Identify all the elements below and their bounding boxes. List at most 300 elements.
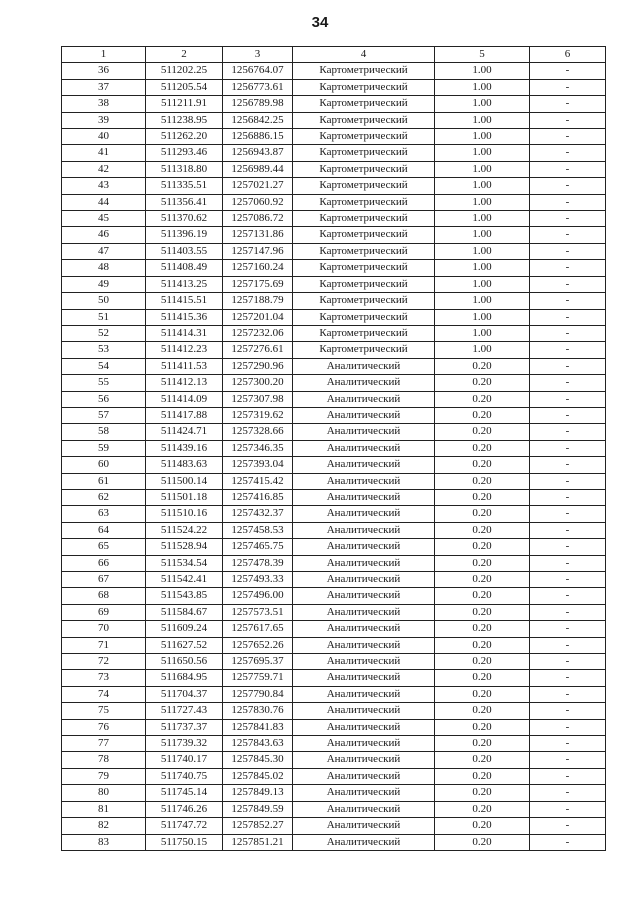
point-number-cell: 47 [62, 243, 146, 259]
x-coordinate-cell: 511510.16 [146, 506, 223, 522]
point-number-cell: 78 [62, 752, 146, 768]
point-number-cell: 44 [62, 194, 146, 210]
note-cell: - [530, 801, 606, 817]
y-coordinate-cell: 1257201.04 [223, 309, 293, 325]
method-cell: Аналитический [293, 818, 435, 834]
note-cell: - [530, 752, 606, 768]
x-coordinate-cell: 511238.95 [146, 112, 223, 128]
table-row [62, 112, 606, 128]
point-number-cell: 41 [62, 145, 146, 161]
method-cell: Картометрический [293, 243, 435, 259]
point-number-cell: 77 [62, 736, 146, 752]
x-coordinate-cell: 511424.71 [146, 424, 223, 440]
accuracy-cell: 1.00 [435, 227, 530, 243]
accuracy-cell: 0.20 [435, 654, 530, 670]
method-cell: Картометрический [293, 112, 435, 128]
accuracy-cell: 0.20 [435, 686, 530, 702]
accuracy-cell: 1.00 [435, 63, 530, 79]
note-cell: - [530, 604, 606, 620]
point-number-cell: 72 [62, 654, 146, 670]
table-row [62, 145, 606, 161]
point-number-cell: 63 [62, 506, 146, 522]
point-number-cell: 40 [62, 129, 146, 145]
y-coordinate-cell: 1257393.04 [223, 457, 293, 473]
table-row [62, 129, 606, 145]
note-cell: - [530, 358, 606, 374]
y-coordinate-cell: 1257852.27 [223, 818, 293, 834]
method-cell: Аналитический [293, 440, 435, 456]
note-cell: - [530, 440, 606, 456]
y-coordinate-cell: 1257851.21 [223, 834, 293, 850]
note-cell: - [530, 178, 606, 194]
accuracy-cell: 1.00 [435, 194, 530, 210]
note-cell: - [530, 818, 606, 834]
accuracy-cell: 0.20 [435, 489, 530, 505]
y-coordinate-cell: 1257759.71 [223, 670, 293, 686]
method-cell: Аналитический [293, 654, 435, 670]
method-cell: Аналитический [293, 489, 435, 505]
note-cell: - [530, 342, 606, 358]
method-cell: Аналитический [293, 375, 435, 391]
table-row [62, 457, 606, 473]
x-coordinate-cell: 511483.63 [146, 457, 223, 473]
method-cell: Аналитический [293, 834, 435, 850]
table-row [62, 818, 606, 834]
note-cell: - [530, 79, 606, 95]
column-header: 1 [62, 47, 146, 63]
table-row [62, 375, 606, 391]
method-cell: Аналитический [293, 588, 435, 604]
note-cell: - [530, 407, 606, 423]
y-coordinate-cell: 1257060.92 [223, 194, 293, 210]
x-coordinate-cell: 511370.62 [146, 211, 223, 227]
table-row [62, 670, 606, 686]
y-coordinate-cell: 1256943.87 [223, 145, 293, 161]
accuracy-cell: 1.00 [435, 112, 530, 128]
accuracy-cell: 1.00 [435, 161, 530, 177]
point-number-cell: 80 [62, 785, 146, 801]
table-row [62, 834, 606, 850]
point-number-cell: 55 [62, 375, 146, 391]
table-row [62, 572, 606, 588]
accuracy-cell: 1.00 [435, 342, 530, 358]
note-cell: - [530, 473, 606, 489]
method-cell: Картометрический [293, 129, 435, 145]
table-row [62, 424, 606, 440]
y-coordinate-cell: 1257458.53 [223, 522, 293, 538]
note-cell: - [530, 686, 606, 702]
y-coordinate-cell: 1257493.33 [223, 572, 293, 588]
note-cell: - [530, 276, 606, 292]
y-coordinate-cell: 1256886.15 [223, 129, 293, 145]
x-coordinate-cell: 511500.14 [146, 473, 223, 489]
y-coordinate-cell: 1257319.62 [223, 407, 293, 423]
y-coordinate-cell: 1257416.85 [223, 489, 293, 505]
note-cell: - [530, 96, 606, 112]
method-cell: Аналитический [293, 457, 435, 473]
accuracy-cell: 0.20 [435, 785, 530, 801]
point-number-cell: 61 [62, 473, 146, 489]
point-number-cell: 53 [62, 342, 146, 358]
method-cell: Аналитический [293, 736, 435, 752]
x-coordinate-cell: 511396.19 [146, 227, 223, 243]
method-cell: Картометрический [293, 342, 435, 358]
x-coordinate-cell: 511501.18 [146, 489, 223, 505]
accuracy-cell: 0.20 [435, 719, 530, 735]
x-coordinate-cell: 511528.94 [146, 539, 223, 555]
page-number: 34 [311, 14, 329, 31]
method-cell: Аналитический [293, 752, 435, 768]
accuracy-cell: 0.20 [435, 539, 530, 555]
accuracy-cell: 0.20 [435, 604, 530, 620]
y-coordinate-cell: 1257478.39 [223, 555, 293, 571]
accuracy-cell: 0.20 [435, 506, 530, 522]
method-cell: Картометрический [293, 325, 435, 341]
y-coordinate-cell: 1257276.61 [223, 342, 293, 358]
accuracy-cell: 0.20 [435, 768, 530, 784]
accuracy-cell: 0.20 [435, 522, 530, 538]
x-coordinate-cell: 511414.09 [146, 391, 223, 407]
method-cell: Аналитический [293, 637, 435, 653]
note-cell: - [530, 719, 606, 735]
note-cell: - [530, 63, 606, 79]
table-row [62, 768, 606, 784]
y-coordinate-cell: 1257188.79 [223, 293, 293, 309]
x-coordinate-cell: 511542.41 [146, 572, 223, 588]
y-coordinate-cell: 1257415.42 [223, 473, 293, 489]
accuracy-cell: 1.00 [435, 260, 530, 276]
y-coordinate-cell: 1257328.66 [223, 424, 293, 440]
table-row [62, 506, 606, 522]
accuracy-cell: 0.20 [435, 572, 530, 588]
x-coordinate-cell: 511534.54 [146, 555, 223, 571]
y-coordinate-cell: 1256842.25 [223, 112, 293, 128]
accuracy-cell: 1.00 [435, 325, 530, 341]
point-number-cell: 81 [62, 801, 146, 817]
table-row [62, 522, 606, 538]
x-coordinate-cell: 511627.52 [146, 637, 223, 653]
column-header: 4 [293, 47, 435, 63]
note-cell: - [530, 260, 606, 276]
method-cell: Аналитический [293, 424, 435, 440]
note-cell: - [530, 588, 606, 604]
x-coordinate-cell: 511293.46 [146, 145, 223, 161]
table-row [62, 489, 606, 505]
point-number-cell: 36 [62, 63, 146, 79]
y-coordinate-cell: 1257175.69 [223, 276, 293, 292]
x-coordinate-cell: 511412.13 [146, 375, 223, 391]
point-number-cell: 37 [62, 79, 146, 95]
table-row [62, 588, 606, 604]
accuracy-cell: 1.00 [435, 211, 530, 227]
accuracy-cell: 1.00 [435, 243, 530, 259]
y-coordinate-cell: 1256773.61 [223, 79, 293, 95]
y-coordinate-cell: 1257843.63 [223, 736, 293, 752]
method-cell: Аналитический [293, 473, 435, 489]
point-number-cell: 73 [62, 670, 146, 686]
note-cell: - [530, 375, 606, 391]
accuracy-cell: 0.20 [435, 818, 530, 834]
point-number-cell: 56 [62, 391, 146, 407]
accuracy-cell: 1.00 [435, 129, 530, 145]
point-number-cell: 70 [62, 621, 146, 637]
x-coordinate-cell: 511737.37 [146, 719, 223, 735]
point-number-cell: 79 [62, 768, 146, 784]
note-cell: - [530, 161, 606, 177]
point-number-cell: 62 [62, 489, 146, 505]
accuracy-cell: 1.00 [435, 293, 530, 309]
x-coordinate-cell: 511439.16 [146, 440, 223, 456]
y-coordinate-cell: 1257849.59 [223, 801, 293, 817]
y-coordinate-cell: 1257617.65 [223, 621, 293, 637]
x-coordinate-cell: 511414.31 [146, 325, 223, 341]
table-row [62, 309, 606, 325]
column-header: 2 [146, 47, 223, 63]
accuracy-cell: 0.20 [435, 834, 530, 850]
y-coordinate-cell: 1257432.37 [223, 506, 293, 522]
method-cell: Картометрический [293, 161, 435, 177]
x-coordinate-cell: 511650.56 [146, 654, 223, 670]
x-coordinate-cell: 511413.25 [146, 276, 223, 292]
y-coordinate-cell: 1257790.84 [223, 686, 293, 702]
point-number-cell: 75 [62, 703, 146, 719]
table-row [62, 654, 606, 670]
column-header: 5 [435, 47, 530, 63]
table-row [62, 178, 606, 194]
accuracy-cell: 1.00 [435, 276, 530, 292]
y-coordinate-cell: 1256789.98 [223, 96, 293, 112]
accuracy-cell: 0.20 [435, 424, 530, 440]
y-coordinate-cell: 1257346.35 [223, 440, 293, 456]
table-row [62, 719, 606, 735]
method-cell: Картометрический [293, 178, 435, 194]
method-cell: Аналитический [293, 391, 435, 407]
point-number-cell: 65 [62, 539, 146, 555]
table-row [62, 752, 606, 768]
point-number-cell: 74 [62, 686, 146, 702]
method-cell: Аналитический [293, 506, 435, 522]
column-header: 3 [223, 47, 293, 63]
point-number-cell: 51 [62, 309, 146, 325]
point-number-cell: 49 [62, 276, 146, 292]
table-row [62, 785, 606, 801]
method-cell: Картометрический [293, 260, 435, 276]
point-number-cell: 48 [62, 260, 146, 276]
x-coordinate-cell: 511750.15 [146, 834, 223, 850]
table-row [62, 260, 606, 276]
point-number-cell: 82 [62, 818, 146, 834]
note-cell: - [530, 572, 606, 588]
y-coordinate-cell: 1257496.00 [223, 588, 293, 604]
x-coordinate-cell: 511543.85 [146, 588, 223, 604]
accuracy-cell: 1.00 [435, 178, 530, 194]
note-cell: - [530, 506, 606, 522]
table-header-row [62, 47, 606, 63]
point-number-cell: 68 [62, 588, 146, 604]
method-cell: Аналитический [293, 621, 435, 637]
point-number-cell: 58 [62, 424, 146, 440]
note-cell: - [530, 539, 606, 555]
y-coordinate-cell: 1256989.44 [223, 161, 293, 177]
x-coordinate-cell: 511609.24 [146, 621, 223, 637]
method-cell: Картометрический [293, 63, 435, 79]
y-coordinate-cell: 1257232.06 [223, 325, 293, 341]
method-cell: Картометрический [293, 309, 435, 325]
accuracy-cell: 0.20 [435, 440, 530, 456]
accuracy-cell: 0.20 [435, 703, 530, 719]
note-cell: - [530, 785, 606, 801]
accuracy-cell: 1.00 [435, 309, 530, 325]
x-coordinate-cell: 511335.51 [146, 178, 223, 194]
note-cell: - [530, 424, 606, 440]
note-cell: - [530, 194, 606, 210]
point-number-cell: 83 [62, 834, 146, 850]
table-row [62, 96, 606, 112]
table-row [62, 276, 606, 292]
x-coordinate-cell: 511745.14 [146, 785, 223, 801]
table-row [62, 79, 606, 95]
method-cell: Аналитический [293, 768, 435, 784]
method-cell: Аналитический [293, 686, 435, 702]
point-number-cell: 38 [62, 96, 146, 112]
method-cell: Картометрический [293, 211, 435, 227]
table-row [62, 621, 606, 637]
y-coordinate-cell: 1257841.83 [223, 719, 293, 735]
x-coordinate-cell: 511411.53 [146, 358, 223, 374]
table-row [62, 801, 606, 817]
point-number-cell: 64 [62, 522, 146, 538]
x-coordinate-cell: 511202.25 [146, 63, 223, 79]
x-coordinate-cell: 511746.26 [146, 801, 223, 817]
table-row [62, 293, 606, 309]
column-header: 6 [530, 47, 606, 63]
x-coordinate-cell: 511739.32 [146, 736, 223, 752]
table-row [62, 63, 606, 79]
method-cell: Аналитический [293, 801, 435, 817]
table-row [62, 243, 606, 259]
accuracy-cell: 1.00 [435, 145, 530, 161]
y-coordinate-cell: 1256764.07 [223, 63, 293, 79]
accuracy-cell: 0.20 [435, 555, 530, 571]
accuracy-cell: 0.20 [435, 621, 530, 637]
note-cell: - [530, 391, 606, 407]
note-cell: - [530, 834, 606, 850]
y-coordinate-cell: 1257695.37 [223, 654, 293, 670]
accuracy-cell: 0.20 [435, 736, 530, 752]
table-row [62, 194, 606, 210]
x-coordinate-cell: 511740.17 [146, 752, 223, 768]
x-coordinate-cell: 511417.88 [146, 407, 223, 423]
table-row [62, 342, 606, 358]
point-number-cell: 67 [62, 572, 146, 588]
y-coordinate-cell: 1257147.96 [223, 243, 293, 259]
method-cell: Аналитический [293, 555, 435, 571]
x-coordinate-cell: 511704.37 [146, 686, 223, 702]
x-coordinate-cell: 511412.23 [146, 342, 223, 358]
method-cell: Картометрический [293, 96, 435, 112]
table-body [62, 63, 606, 851]
note-cell: - [530, 768, 606, 784]
note-cell: - [530, 145, 606, 161]
note-cell: - [530, 293, 606, 309]
point-number-cell: 54 [62, 358, 146, 374]
point-number-cell: 42 [62, 161, 146, 177]
method-cell: Аналитический [293, 785, 435, 801]
y-coordinate-cell: 1257300.20 [223, 375, 293, 391]
method-cell: Аналитический [293, 407, 435, 423]
method-cell: Аналитический [293, 522, 435, 538]
accuracy-cell: 0.20 [435, 670, 530, 686]
x-coordinate-cell: 511747.72 [146, 818, 223, 834]
table-row [62, 703, 606, 719]
y-coordinate-cell: 1257290.96 [223, 358, 293, 374]
note-cell: - [530, 736, 606, 752]
note-cell: - [530, 637, 606, 653]
x-coordinate-cell: 511684.95 [146, 670, 223, 686]
table-row [62, 440, 606, 456]
method-cell: Аналитический [293, 358, 435, 374]
accuracy-cell: 0.20 [435, 391, 530, 407]
x-coordinate-cell: 511727.43 [146, 703, 223, 719]
x-coordinate-cell: 511524.22 [146, 522, 223, 538]
table-row [62, 161, 606, 177]
x-coordinate-cell: 511205.54 [146, 79, 223, 95]
table-row [62, 325, 606, 341]
method-cell: Аналитический [293, 572, 435, 588]
table-row [62, 637, 606, 653]
method-cell: Картометрический [293, 145, 435, 161]
y-coordinate-cell: 1257465.75 [223, 539, 293, 555]
point-number-cell: 60 [62, 457, 146, 473]
point-number-cell: 76 [62, 719, 146, 735]
y-coordinate-cell: 1257307.98 [223, 391, 293, 407]
x-coordinate-cell: 511211.91 [146, 96, 223, 112]
y-coordinate-cell: 1257160.24 [223, 260, 293, 276]
method-cell: Аналитический [293, 703, 435, 719]
x-coordinate-cell: 511356.41 [146, 194, 223, 210]
table-row [62, 358, 606, 374]
x-coordinate-cell: 511740.75 [146, 768, 223, 784]
accuracy-cell: 0.20 [435, 358, 530, 374]
point-number-cell: 57 [62, 407, 146, 423]
note-cell: - [530, 129, 606, 145]
y-coordinate-cell: 1257021.27 [223, 178, 293, 194]
x-coordinate-cell: 511584.67 [146, 604, 223, 620]
accuracy-cell: 0.20 [435, 637, 530, 653]
note-cell: - [530, 325, 606, 341]
y-coordinate-cell: 1257131.86 [223, 227, 293, 243]
method-cell: Картометрический [293, 293, 435, 309]
accuracy-cell: 0.20 [435, 752, 530, 768]
point-number-cell: 46 [62, 227, 146, 243]
point-number-cell: 43 [62, 178, 146, 194]
note-cell: - [530, 489, 606, 505]
method-cell: Картометрический [293, 194, 435, 210]
accuracy-cell: 0.20 [435, 457, 530, 473]
point-number-cell: 69 [62, 604, 146, 620]
accuracy-cell: 0.20 [435, 801, 530, 817]
note-cell: - [530, 703, 606, 719]
y-coordinate-cell: 1257845.30 [223, 752, 293, 768]
table-row [62, 407, 606, 423]
note-cell: - [530, 457, 606, 473]
note-cell: - [530, 621, 606, 637]
accuracy-cell: 1.00 [435, 96, 530, 112]
accuracy-cell: 1.00 [435, 79, 530, 95]
accuracy-cell: 0.20 [435, 588, 530, 604]
accuracy-cell: 0.20 [435, 473, 530, 489]
x-coordinate-cell: 511262.20 [146, 129, 223, 145]
